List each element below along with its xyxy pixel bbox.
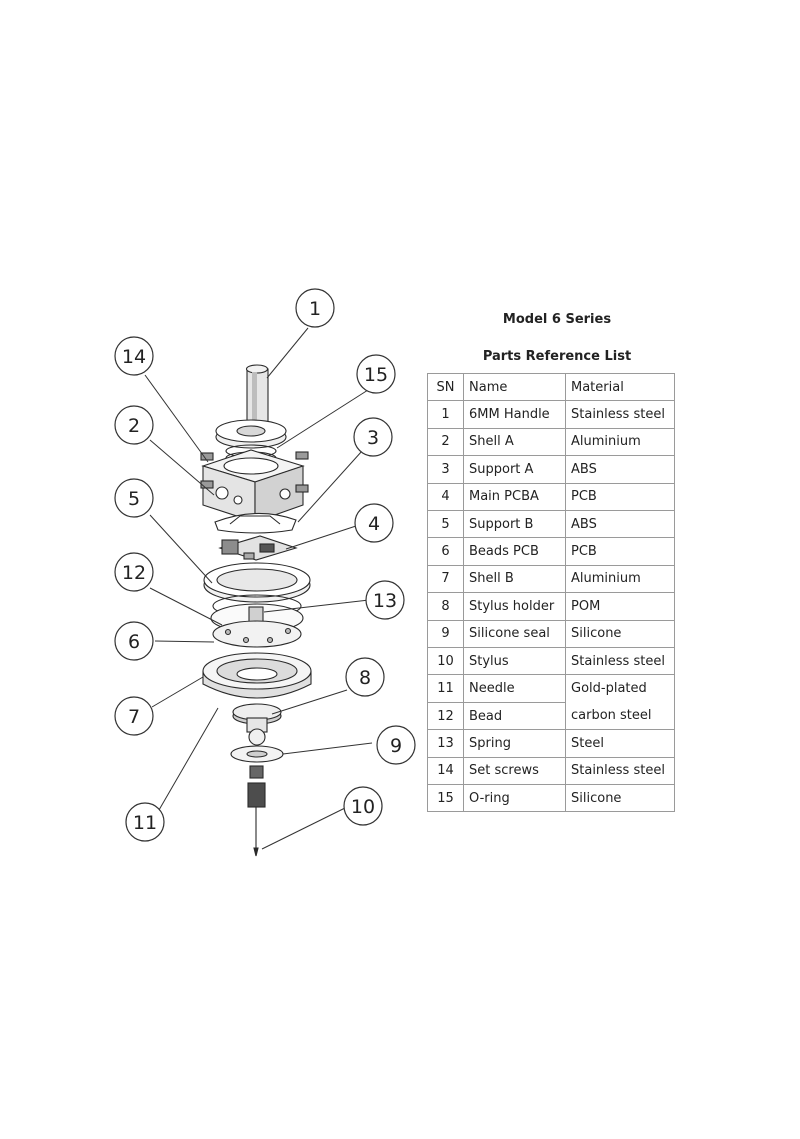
callout-6 [115, 622, 153, 660]
callout-12 [115, 553, 153, 591]
model-title: Model 6 Series [502, 312, 612, 327]
callout-7 [115, 697, 153, 735]
callout-label: 4 [367, 513, 381, 535]
cell-sn: 13 [428, 730, 464, 757]
callout-label: 8 [358, 667, 372, 689]
table-row [428, 401, 675, 428]
callout-label: 13 [372, 590, 398, 612]
cell-material: Steel [566, 730, 675, 757]
cell-name: Bead [464, 702, 566, 730]
cell-material: Stainless steel [566, 401, 675, 428]
cell-material: PCB [566, 538, 675, 565]
leader-14 [145, 375, 208, 462]
header-material: Material [566, 374, 675, 401]
part-shell-b [203, 653, 311, 698]
callout-label: 7 [127, 706, 141, 728]
cell-sn: 11 [428, 675, 464, 703]
part-stylus [248, 766, 265, 856]
merged-material-line2: carbon steel [571, 708, 652, 724]
callout-label: 1 [308, 298, 322, 320]
cell-name: Shell A [464, 428, 566, 455]
cell-material: Silicone [566, 785, 675, 812]
part-stylus-holder [233, 704, 281, 745]
table-row [428, 456, 675, 483]
table-row [428, 483, 675, 510]
parts-list-title: Parts Reference List [482, 349, 632, 364]
cell-name: Support B [464, 510, 566, 537]
table-row [428, 620, 675, 647]
callout-4 [355, 504, 393, 542]
cell-sn: 5 [428, 510, 464, 537]
table-row [428, 785, 675, 812]
cell-name: Beads PCB [464, 538, 566, 565]
cell-sn: 8 [428, 593, 464, 620]
callout-9 [377, 726, 415, 764]
cell-material: Stainless steel [566, 647, 675, 674]
callout-label: 14 [121, 346, 147, 368]
part-main-pcba [220, 536, 296, 560]
table-row [428, 730, 675, 757]
leader-10 [262, 808, 345, 849]
cell-material: Aluminium [566, 565, 675, 592]
cell-sn: 6 [428, 538, 464, 565]
callout-15 [357, 355, 395, 393]
cell-name: Set screws [464, 757, 566, 784]
leader-1 [267, 328, 308, 378]
cell-name: Main PCBA [464, 483, 566, 510]
table-header-row [428, 374, 675, 401]
leader-9 [283, 743, 372, 754]
table-row [428, 757, 675, 784]
cell-sn: 9 [428, 620, 464, 647]
table-row [428, 565, 675, 592]
table-row [428, 675, 675, 703]
callout-14 [115, 337, 153, 375]
part-beads-pcb [211, 595, 303, 647]
cell-name: Stylus [464, 647, 566, 674]
cell-sn: 4 [428, 483, 464, 510]
table-row [428, 428, 675, 455]
callout-label: 6 [127, 631, 141, 653]
cell-material: Stainless steel [566, 757, 675, 784]
callout-5 [115, 479, 153, 517]
cell-name: Support A [464, 456, 566, 483]
leader-4 [286, 526, 356, 549]
cell-material: POM [566, 593, 675, 620]
cell-sn: 1 [428, 401, 464, 428]
callout-2 [115, 406, 153, 444]
part-silicone-seal [231, 746, 283, 762]
cell-name: O-ring [464, 785, 566, 812]
callout-label: 2 [127, 415, 141, 437]
cell-sn: 12 [428, 702, 464, 730]
callout-label: 9 [389, 735, 403, 757]
cell-sn: 7 [428, 565, 464, 592]
cell-material: Silicone [566, 620, 675, 647]
header-name: Name [464, 374, 566, 401]
cell-material: Aluminium [566, 428, 675, 455]
cell-material: ABS [566, 456, 675, 483]
merged-material-line1: Gold-plated [571, 681, 647, 697]
cell-sn: 15 [428, 785, 464, 812]
leader-6 [155, 641, 214, 642]
leader-7 [152, 677, 203, 707]
cell-material: ABS [566, 510, 675, 537]
part-support-b [204, 563, 310, 602]
cell-name: Spring [464, 730, 566, 757]
table-row [428, 538, 675, 565]
callout-8 [346, 658, 384, 696]
cell-sn: 2 [428, 428, 464, 455]
header-sn: SN [428, 374, 464, 401]
callout-label: 5 [127, 488, 141, 510]
part-support-a [215, 513, 296, 533]
cell-material: PCB [566, 483, 675, 510]
leader-5 [150, 515, 212, 583]
cell-name: Shell B [464, 565, 566, 592]
leader-11 [159, 708, 218, 810]
callout-13 [366, 581, 404, 619]
parts-reference-table [427, 373, 675, 812]
callout-10 [344, 787, 382, 825]
cell-name: 6MM Handle [464, 401, 566, 428]
cell-sn: 3 [428, 456, 464, 483]
callout-3 [354, 418, 392, 456]
callout-label: 3 [366, 427, 380, 449]
table-row [428, 593, 675, 620]
cell-name: Needle [464, 675, 566, 703]
cell-sn: 14 [428, 757, 464, 784]
part-shell-a [203, 450, 303, 522]
callout-11 [126, 803, 164, 841]
cell-sn: 10 [428, 647, 464, 674]
cell-name: Stylus holder [464, 593, 566, 620]
callout-label: 12 [121, 562, 147, 584]
table-row [428, 647, 675, 674]
callout-label: 11 [132, 812, 158, 834]
callout-label: 10 [350, 796, 376, 818]
part-handle [247, 365, 269, 427]
cell-name: Silicone seal [464, 620, 566, 647]
cell-material-merged [566, 675, 675, 730]
callout-1 [296, 289, 334, 327]
callout-label: 15 [363, 364, 389, 386]
table-row [428, 510, 675, 537]
